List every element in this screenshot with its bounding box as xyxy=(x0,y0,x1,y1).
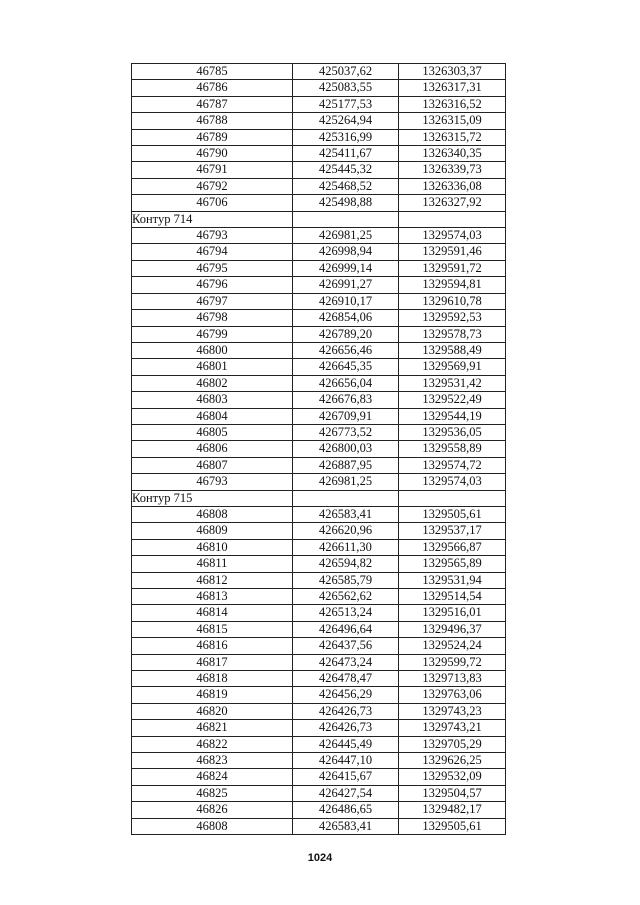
point-number-cell: 46793 xyxy=(132,228,293,244)
y-coordinate-cell: 1329578,73 xyxy=(399,326,506,342)
point-number-cell: 46800 xyxy=(132,342,293,358)
point-number-cell: 46796 xyxy=(132,277,293,293)
table-row xyxy=(132,293,506,309)
table-row xyxy=(132,228,506,244)
y-coordinate-cell: 1326339,73 xyxy=(399,162,506,178)
point-number-cell: 46817 xyxy=(132,654,293,670)
table-row xyxy=(132,260,506,276)
x-coordinate-cell: 426585,79 xyxy=(293,572,399,588)
x-coordinate-cell: 425037,62 xyxy=(293,64,399,80)
point-number-cell: 46813 xyxy=(132,589,293,605)
y-coordinate-cell: 1329599,72 xyxy=(399,654,506,670)
x-coordinate-cell: 426473,24 xyxy=(293,654,399,670)
table-row xyxy=(132,818,506,834)
point-number-cell: 46811 xyxy=(132,556,293,572)
point-number-cell: 46808 xyxy=(132,818,293,834)
point-number-cell: 46824 xyxy=(132,769,293,785)
y-coordinate-cell: 1329743,21 xyxy=(399,720,506,736)
y-coordinate-cell: 1329537,17 xyxy=(399,523,506,539)
y-coordinate-cell: 1326327,92 xyxy=(399,195,506,211)
y-coordinate-cell: 1326315,09 xyxy=(399,113,506,129)
point-number-cell: 46797 xyxy=(132,293,293,309)
point-number-cell: 46821 xyxy=(132,720,293,736)
table-row xyxy=(132,277,506,293)
point-number-cell: 46799 xyxy=(132,326,293,342)
table-row xyxy=(132,129,506,145)
x-coordinate-cell: 426981,25 xyxy=(293,474,399,490)
x-coordinate-cell: 426789,20 xyxy=(293,326,399,342)
table-row xyxy=(132,146,506,162)
table-row xyxy=(132,720,506,736)
x-coordinate-cell: 426676,83 xyxy=(293,392,399,408)
x-coordinate-cell: 426709,91 xyxy=(293,408,399,424)
point-number-cell: 46825 xyxy=(132,785,293,801)
point-number-cell: 46792 xyxy=(132,178,293,194)
x-coordinate-cell: 426991,27 xyxy=(293,277,399,293)
table-row xyxy=(132,523,506,539)
point-number-cell: 46815 xyxy=(132,621,293,637)
point-number-cell: 46789 xyxy=(132,129,293,145)
contour-header-row xyxy=(132,490,506,506)
x-coordinate-cell: 426773,52 xyxy=(293,424,399,440)
table-row xyxy=(132,326,506,342)
y-coordinate-cell: 1329566,87 xyxy=(399,539,506,555)
table-row xyxy=(132,539,506,555)
x-coordinate-cell: 426594,82 xyxy=(293,556,399,572)
x-coordinate-cell: 426998,94 xyxy=(293,244,399,260)
x-coordinate-cell: 425177,53 xyxy=(293,96,399,112)
table-row xyxy=(132,474,506,490)
table-row xyxy=(132,359,506,375)
x-coordinate-cell: 426999,14 xyxy=(293,260,399,276)
x-coordinate-cell: 425316,99 xyxy=(293,129,399,145)
y-coordinate-cell: 1329574,03 xyxy=(399,474,506,490)
y-coordinate-cell: 1329565,89 xyxy=(399,556,506,572)
empty-cell xyxy=(399,211,506,227)
point-number-cell: 46809 xyxy=(132,523,293,539)
x-coordinate-cell: 426513,24 xyxy=(293,605,399,621)
y-coordinate-cell: 1329531,94 xyxy=(399,572,506,588)
x-coordinate-cell: 426854,06 xyxy=(293,310,399,326)
point-number-cell: 46802 xyxy=(132,375,293,391)
table-row xyxy=(132,195,506,211)
table-row xyxy=(132,605,506,621)
point-number-cell: 46806 xyxy=(132,441,293,457)
table-row xyxy=(132,687,506,703)
y-coordinate-cell: 1329574,03 xyxy=(399,228,506,244)
y-coordinate-cell: 1329569,91 xyxy=(399,359,506,375)
x-coordinate-cell: 425445,32 xyxy=(293,162,399,178)
point-number-cell: 46791 xyxy=(132,162,293,178)
y-coordinate-cell: 1329504,57 xyxy=(399,785,506,801)
x-coordinate-cell: 426562,62 xyxy=(293,589,399,605)
x-coordinate-cell: 426656,46 xyxy=(293,342,399,358)
y-coordinate-cell: 1329743,23 xyxy=(399,703,506,719)
x-coordinate-cell: 426583,41 xyxy=(293,506,399,522)
point-number-cell: 46795 xyxy=(132,260,293,276)
point-number-cell: 46706 xyxy=(132,195,293,211)
x-coordinate-cell: 426887,95 xyxy=(293,457,399,473)
y-coordinate-cell: 1326317,31 xyxy=(399,80,506,96)
y-coordinate-cell: 1329524,24 xyxy=(399,638,506,654)
y-coordinate-cell: 1329626,25 xyxy=(399,753,506,769)
x-coordinate-cell: 425411,67 xyxy=(293,146,399,162)
x-coordinate-cell: 426981,25 xyxy=(293,228,399,244)
x-coordinate-cell: 426486,65 xyxy=(293,802,399,818)
point-number-cell: 46823 xyxy=(132,753,293,769)
table-row xyxy=(132,769,506,785)
y-coordinate-cell: 1329505,61 xyxy=(399,506,506,522)
x-coordinate-cell: 426583,41 xyxy=(293,818,399,834)
y-coordinate-cell: 1329558,89 xyxy=(399,441,506,457)
table-row xyxy=(132,654,506,670)
point-number-cell: 46819 xyxy=(132,687,293,703)
table-row xyxy=(132,424,506,440)
contour-header-row xyxy=(132,211,506,227)
table-row xyxy=(132,96,506,112)
y-coordinate-cell: 1329763,06 xyxy=(399,687,506,703)
y-coordinate-cell: 1326336,08 xyxy=(399,178,506,194)
x-coordinate-cell: 426800,03 xyxy=(293,441,399,457)
table-row xyxy=(132,556,506,572)
y-coordinate-cell: 1326340,35 xyxy=(399,146,506,162)
point-number-cell: 46808 xyxy=(132,506,293,522)
x-coordinate-cell: 426447,10 xyxy=(293,753,399,769)
table-row xyxy=(132,572,506,588)
x-coordinate-cell: 426426,73 xyxy=(293,720,399,736)
table-row xyxy=(132,506,506,522)
x-coordinate-cell: 426478,47 xyxy=(293,671,399,687)
point-number-cell: 46801 xyxy=(132,359,293,375)
y-coordinate-cell: 1329591,46 xyxy=(399,244,506,260)
y-coordinate-cell: 1329544,19 xyxy=(399,408,506,424)
x-coordinate-cell: 425083,55 xyxy=(293,80,399,96)
x-coordinate-cell: 426426,73 xyxy=(293,703,399,719)
point-number-cell: 46790 xyxy=(132,146,293,162)
x-coordinate-cell: 426496,64 xyxy=(293,621,399,637)
point-number-cell: 46804 xyxy=(132,408,293,424)
table-row xyxy=(132,441,506,457)
y-coordinate-cell: 1326315,72 xyxy=(399,129,506,145)
point-number-cell: 46818 xyxy=(132,671,293,687)
table-row xyxy=(132,802,506,818)
x-coordinate-cell: 426611,30 xyxy=(293,539,399,555)
x-coordinate-cell: 426910,17 xyxy=(293,293,399,309)
table-row xyxy=(132,64,506,80)
y-coordinate-cell: 1329610,78 xyxy=(399,293,506,309)
table-row xyxy=(132,162,506,178)
empty-cell xyxy=(293,490,399,506)
y-coordinate-cell: 1329588,49 xyxy=(399,342,506,358)
y-coordinate-cell: 1326316,52 xyxy=(399,96,506,112)
point-number-cell: 46805 xyxy=(132,424,293,440)
table-row xyxy=(132,671,506,687)
x-coordinate-cell: 426415,67 xyxy=(293,769,399,785)
coordinates-table-body xyxy=(132,64,506,835)
y-coordinate-cell: 1329482,17 xyxy=(399,802,506,818)
x-coordinate-cell: 426445,49 xyxy=(293,736,399,752)
y-coordinate-cell: 1329496,37 xyxy=(399,621,506,637)
point-number-cell: 46798 xyxy=(132,310,293,326)
table-row xyxy=(132,736,506,752)
x-coordinate-cell: 426656,04 xyxy=(293,375,399,391)
point-number-cell: 46788 xyxy=(132,113,293,129)
point-number-cell: 46822 xyxy=(132,736,293,752)
table-row xyxy=(132,621,506,637)
y-coordinate-cell: 1329522,49 xyxy=(399,392,506,408)
x-coordinate-cell: 426620,96 xyxy=(293,523,399,539)
y-coordinate-cell: 1329713,83 xyxy=(399,671,506,687)
y-coordinate-cell: 1329705,29 xyxy=(399,736,506,752)
point-number-cell: 46785 xyxy=(132,64,293,80)
y-coordinate-cell: 1326303,37 xyxy=(399,64,506,80)
x-coordinate-cell: 425498,88 xyxy=(293,195,399,211)
empty-cell xyxy=(293,211,399,227)
point-number-cell: 46810 xyxy=(132,539,293,555)
table-row xyxy=(132,457,506,473)
x-coordinate-cell: 426427,54 xyxy=(293,785,399,801)
y-coordinate-cell: 1329591,72 xyxy=(399,260,506,276)
table-row xyxy=(132,113,506,129)
y-coordinate-cell: 1329531,42 xyxy=(399,375,506,391)
table-row xyxy=(132,392,506,408)
point-number-cell: 46807 xyxy=(132,457,293,473)
y-coordinate-cell: 1329574,72 xyxy=(399,457,506,473)
point-number-cell: 46787 xyxy=(132,96,293,112)
point-number-cell: 46820 xyxy=(132,703,293,719)
y-coordinate-cell: 1329532,09 xyxy=(399,769,506,785)
table-row xyxy=(132,375,506,391)
y-coordinate-cell: 1329594,81 xyxy=(399,277,506,293)
table-row xyxy=(132,408,506,424)
contour-label: Контур 715 xyxy=(132,490,293,506)
x-coordinate-cell: 425468,52 xyxy=(293,178,399,194)
point-number-cell: 46803 xyxy=(132,392,293,408)
table-row xyxy=(132,638,506,654)
table-row xyxy=(132,785,506,801)
y-coordinate-cell: 1329516,01 xyxy=(399,605,506,621)
point-number-cell: 46816 xyxy=(132,638,293,654)
x-coordinate-cell: 426437,56 xyxy=(293,638,399,654)
x-coordinate-cell: 426456,29 xyxy=(293,687,399,703)
y-coordinate-cell: 1329536,05 xyxy=(399,424,506,440)
table-row xyxy=(132,310,506,326)
table-row xyxy=(132,589,506,605)
point-number-cell: 46826 xyxy=(132,802,293,818)
empty-cell xyxy=(399,490,506,506)
x-coordinate-cell: 425264,94 xyxy=(293,113,399,129)
table-row xyxy=(132,342,506,358)
table-row xyxy=(132,178,506,194)
contour-label: Контур 714 xyxy=(132,211,293,227)
point-number-cell: 46793 xyxy=(132,474,293,490)
point-number-cell: 46814 xyxy=(132,605,293,621)
point-number-cell: 46812 xyxy=(132,572,293,588)
x-coordinate-cell: 426645,35 xyxy=(293,359,399,375)
y-coordinate-cell: 1329514,54 xyxy=(399,589,506,605)
point-number-cell: 46794 xyxy=(132,244,293,260)
table-row xyxy=(132,80,506,96)
table-row xyxy=(132,753,506,769)
point-number-cell: 46786 xyxy=(132,80,293,96)
y-coordinate-cell: 1329592,53 xyxy=(399,310,506,326)
table-row xyxy=(132,244,506,260)
y-coordinate-cell: 1329505,61 xyxy=(399,818,506,834)
table-row xyxy=(132,703,506,719)
coordinates-table xyxy=(131,63,506,835)
page-number: 1024 xyxy=(307,852,333,864)
